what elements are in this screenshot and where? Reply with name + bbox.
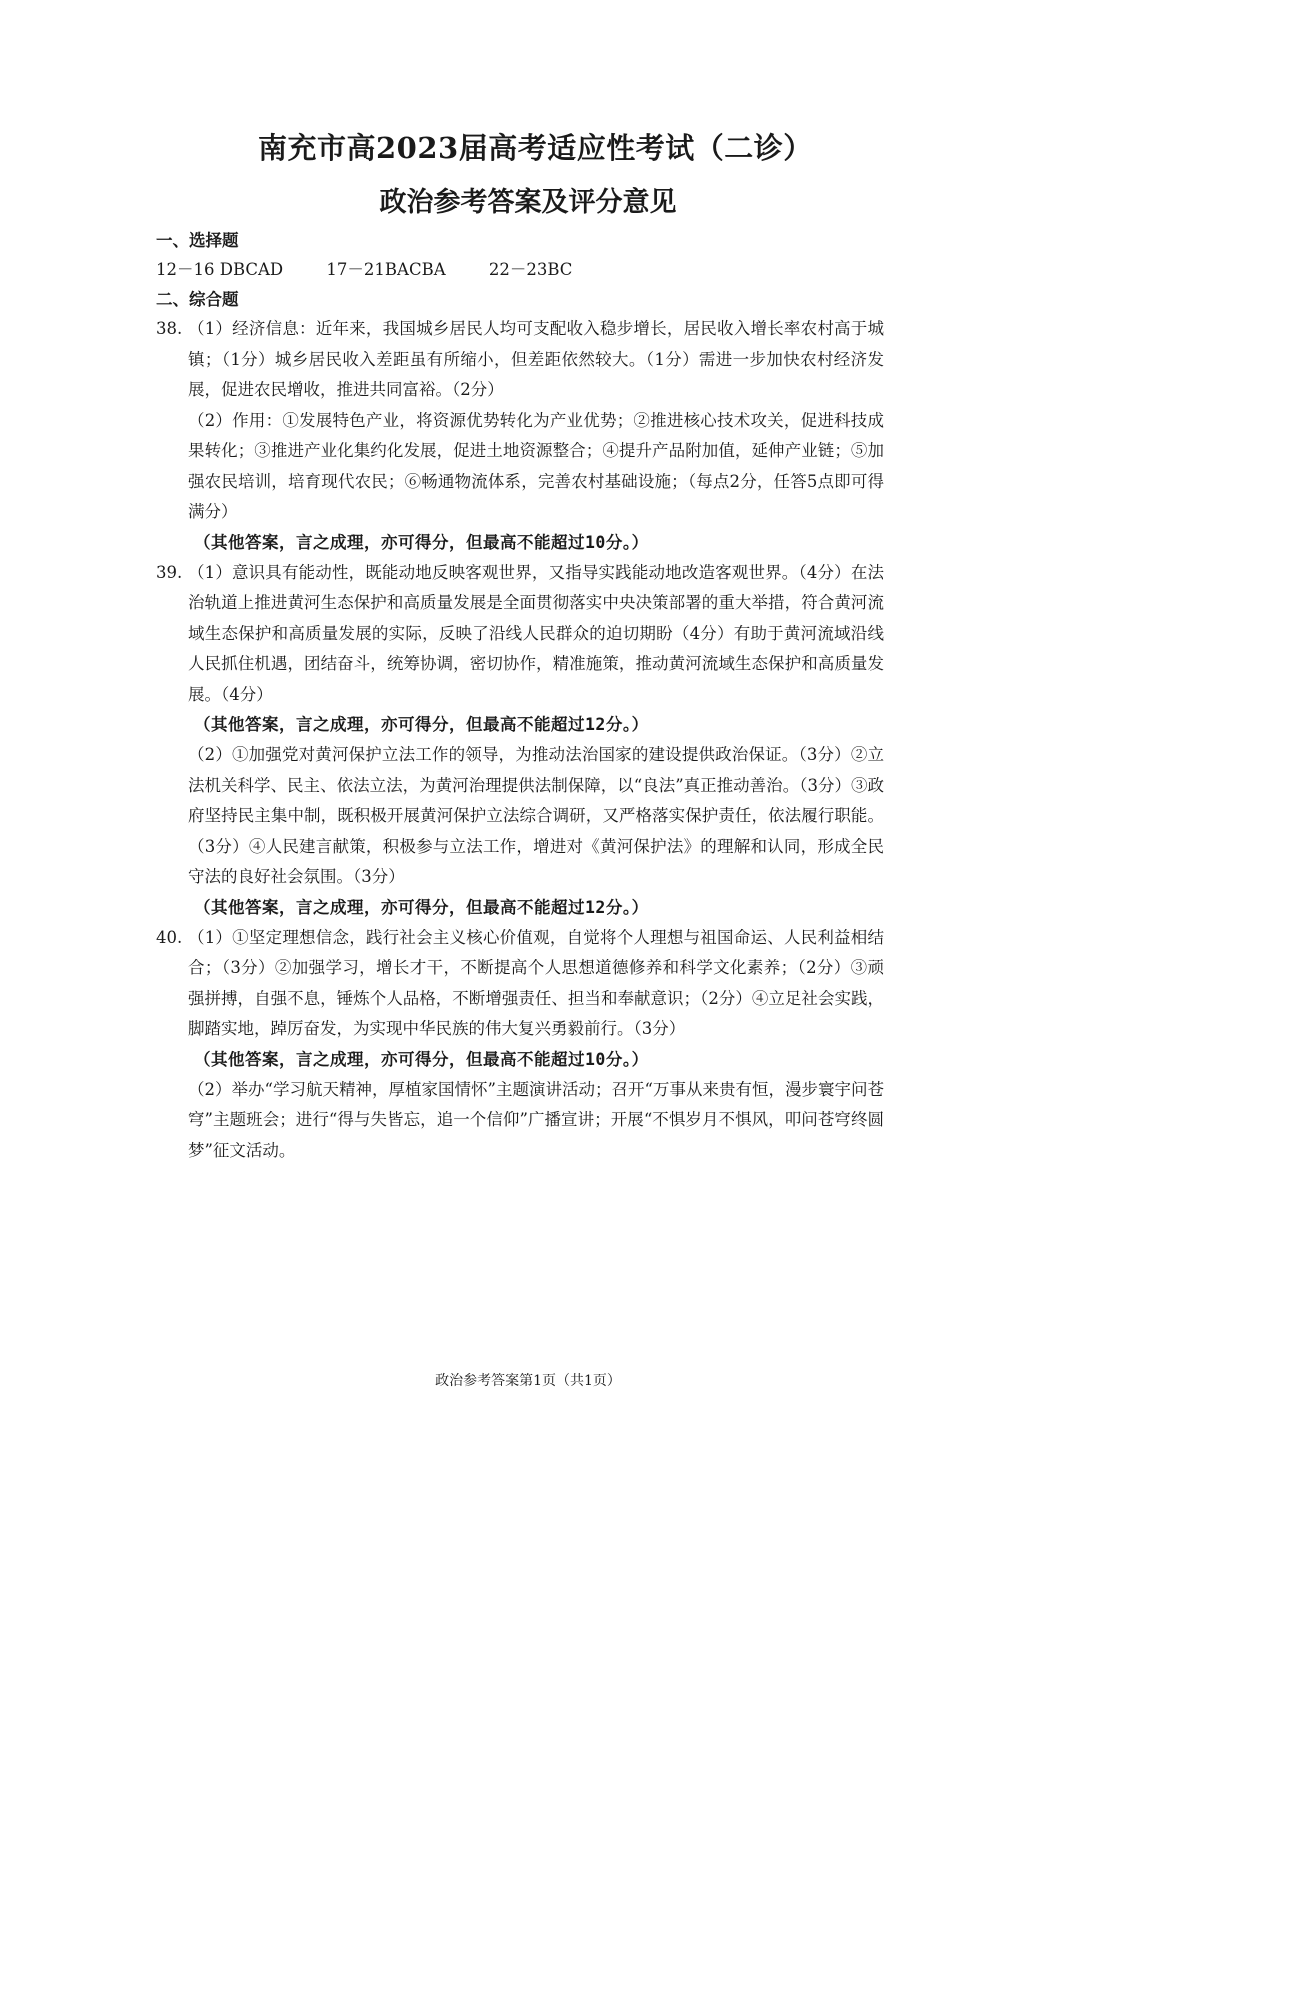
question-38: [156, 314, 884, 406]
question-number: 39.: [156, 562, 183, 582]
answer-part-1: （1）经济信息：近年来，我国城乡居民人均可支配收入稳步增长，居民收入增长率农村高于城镇；（1分）城乡居民收入差距虽有所缩小，但差距依然较大。（1分）需进一步加快农村经济发展，促进农民增收，推进共同富裕。（2分）: [188, 319, 884, 399]
scoring-note: （其他答案，言之成理，亦可得分，但最高不能超过10分。）: [194, 532, 649, 552]
scoring-note: （其他答案，言之成理，亦可得分，但最高不能超过12分。）: [194, 897, 649, 917]
question-body: [188, 558, 884, 923]
choice-answer-group: 12－16 DBCAD: [156, 260, 284, 279]
scoring-note: （其他答案，言之成理，亦可得分，但最高不能超过12分。）: [194, 715, 649, 734]
question-40: [156, 923, 884, 1167]
section-heading-choice: 一、选择题: [156, 231, 239, 250]
page-footer: 政治参考答案第1页（共1页）: [435, 1373, 621, 1389]
question-number: 38.: [156, 319, 183, 338]
answer-part-2: （2）作用：①发展特色产业，将资源优势转化为产业优势；②推进核心技术攻关，促进科技成果转化；③推进产业化集约化发展，促进土地资源整合；④提升产品附加值，延伸产业链；⑤加强农民培训，培育现代农民；⑥畅通物流体系，完善农村基础设施；（每点2分，任答5点即可得满分）: [188, 410, 884, 521]
answer-part-2: （2）①加强党对黄河保护立法工作的领导，为推动法治国家的建设提供政治保证。（3分）②立法机关科学、民主、依法立法，为黄河治理提供法制保障，以“良法”真正推动善治。（3分）③政府坚持民主集中制，既积极开展黄河保护立法综合调研，又严格落实保护责任，依法履行职能。（3分）④人民建言献策，积极参与立法工作，增进对《黄河保护法》的理解和认同，形成全民守法的良好社会氛围。（3分）: [188, 745, 884, 886]
scoring-note: （其他答案，言之成理，亦可得分，但最高不能超过10分。）: [194, 1049, 649, 1069]
answer-part-1: （1）①坚定理想信念，践行社会主义核心价值观，自觉将个人理想与祖国命运、人民利益相结合；（3分）②加强学习，增长才干，不断提高个人思想道德修养和科学文化素养；（2分）③顽强拼搏，自强不息，锤炼个人品格，不断增强责任、担当和奉献意识；（2分）④立足社会实践，脚踏实地，踔厉奋发，为实现中华民族的伟大复兴勇毅前行。（3分）: [188, 927, 884, 1038]
choice-answers: [156, 255, 884, 285]
page-title: 南充市高2023届高考适应性考试（二诊）: [258, 131, 813, 165]
question-39: [156, 558, 884, 923]
answer-part-2: （2）举办“学习航天精神，厚植家国情怀”主题演讲活动；召开“万事从来贵有恒，漫步寰宇问苍穹”主题班会；进行“得与失皆忘，追一个信仰”广播宣讲；开展“不惧岁月不惧风，叩问苍穹终圆梦”征文活动。: [188, 1079, 884, 1160]
question-38-part-2: [156, 406, 884, 558]
choice-answer-group: 22－23BC: [488, 260, 573, 279]
section-heading-comprehensive: 二、综合题: [156, 290, 239, 309]
question-body: [188, 314, 884, 406]
document-body: [156, 226, 884, 1166]
question-body: [188, 923, 884, 1167]
choice-answer-group: 17－21BACBA: [326, 260, 446, 279]
question-number: 40.: [156, 927, 183, 947]
page-subtitle: 政治参考答案及评分意见: [379, 187, 677, 218]
answer-part-1: （1）意识具有能动性，既能动地反映客观世界，又指导实践能动地改造客观世界。（4分）在法治轨道上推进黄河生态保护和高质量发展是全面贯彻落实中央决策部署的重大举措，符合黄河流域生态保护和高质量发展的实际，反映了沿线人民群众的迫切期盼（4分）有助于黄河流域沿线人民抓住机遇，团结奋斗，统筹协调，密切协作，精准施策，推动黄河流域生态保护和高质量发展。（4分）: [188, 562, 884, 704]
